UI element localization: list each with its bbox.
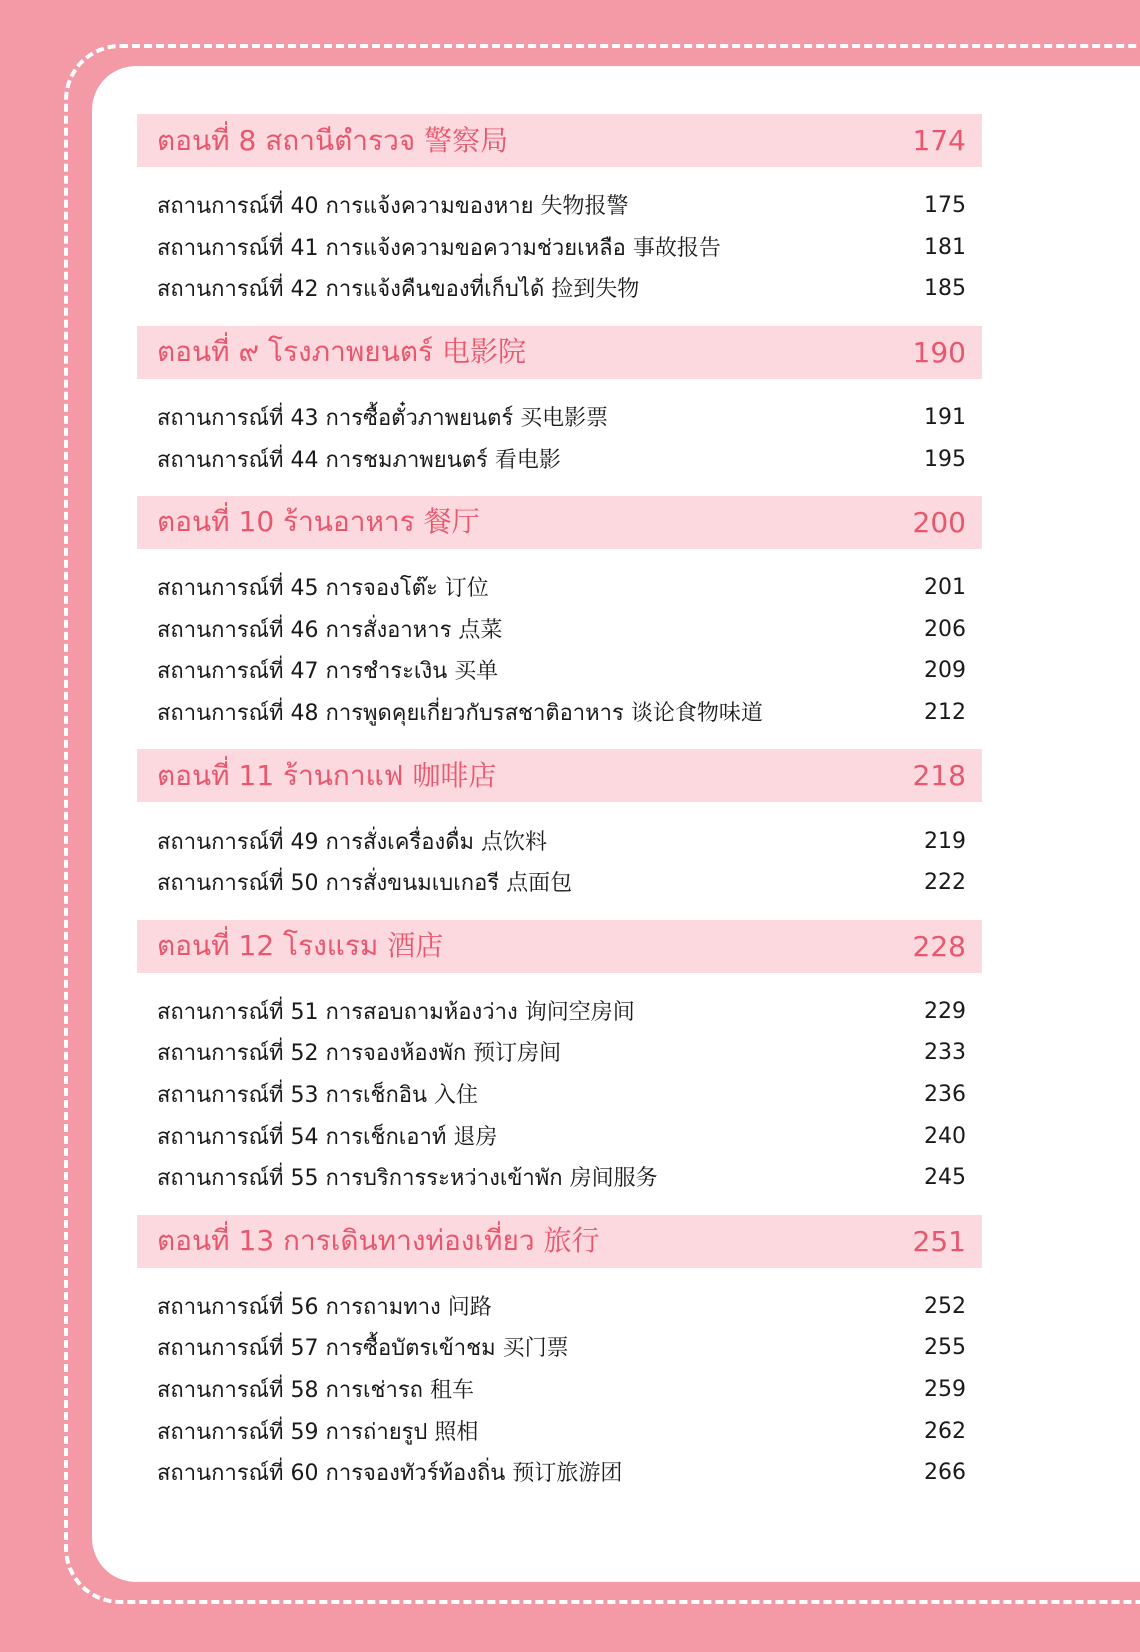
toc-entry[interactable] <box>157 227 966 269</box>
entry-title: สถานการณ์ที่ 46 การสั่งอาหาร 点菜 <box>157 617 503 643</box>
chapter-page-number: 251 <box>912 1224 966 1258</box>
entry-title: สถานการณ์ที่ 48 การพูดคุยเกี่ยวกับรสชาติอาหาร 谈论食物味道 <box>157 701 763 727</box>
entry-page-number: 259 <box>924 1376 966 1402</box>
chapter-title: ตอนที่ 8 สถานีตำรวจ 警察局 <box>157 123 509 157</box>
entry-title: สถานการณ์ที่ 49 การสั่งเครื่องดื่ม 点饮料 <box>157 829 547 855</box>
entry-page-number: 229 <box>924 998 966 1024</box>
entry-page-number: 195 <box>924 446 966 472</box>
chapter-title: ตอนที่ ๙ โรงภาพยนตร์ 电影院 <box>157 335 526 369</box>
chapter-header[interactable] <box>137 496 982 549</box>
chapter-header[interactable] <box>137 749 982 802</box>
entry-page-number: 252 <box>924 1293 966 1319</box>
entry-page-number: 181 <box>924 234 966 260</box>
toc-section <box>137 920 982 1199</box>
entry-page-number: 222 <box>924 870 966 896</box>
toc-entry[interactable] <box>157 692 966 734</box>
entry-title: สถานการณ์ที่ 60 การจองทัวร์ท้องถิ่น 预订旅游团 <box>157 1461 623 1487</box>
entry-page-number: 191 <box>924 405 966 431</box>
toc-section <box>137 114 982 310</box>
entry-title: สถานการณ์ที่ 54 การเช็กเอาท์ 退房 <box>157 1124 498 1150</box>
toc-entry[interactable] <box>157 1157 966 1199</box>
toc-entry[interactable] <box>157 609 966 651</box>
toc-entry[interactable] <box>157 567 966 609</box>
chapter-page-number: 218 <box>912 759 966 793</box>
toc-entry[interactable] <box>157 397 966 439</box>
chapter-items <box>137 549 982 733</box>
chapter-header[interactable] <box>137 114 982 167</box>
entry-title: สถานการณ์ที่ 55 การบริการระหว่างเข้าพัก 房间服务 <box>157 1166 658 1192</box>
chapter-header[interactable] <box>137 326 982 379</box>
entry-page-number: 262 <box>924 1418 966 1444</box>
entry-title: สถานการณ์ที่ 59 การถ่ายรูป 照相 <box>157 1419 479 1445</box>
entry-title: สถานการณ์ที่ 53 การเช็กอิน 入住 <box>157 1083 479 1109</box>
toc-entry[interactable] <box>157 862 966 904</box>
chapter-header[interactable] <box>137 1215 982 1268</box>
chapter-header[interactable] <box>137 920 982 973</box>
toc-entry[interactable] <box>157 438 966 480</box>
chapter-title: ตอนที่ 11 ร้านกาแฟ 咖啡店 <box>157 758 497 792</box>
chapter-page-number: 228 <box>912 929 966 963</box>
entry-page-number: 266 <box>924 1460 966 1486</box>
table-of-contents <box>137 114 982 1509</box>
entry-title: สถานการณ์ที่ 43 การซื้อตั๋วภาพยนตร์ 买电影票 <box>157 406 609 432</box>
entry-title: สถานการณ์ที่ 44 การชมภาพยนตร์ 看电影 <box>157 447 561 473</box>
chapter-items <box>137 379 982 480</box>
chapter-items <box>137 167 982 310</box>
chapter-items <box>137 973 982 1199</box>
entry-page-number: 212 <box>924 700 966 726</box>
toc-section <box>137 326 982 480</box>
entry-title: สถานการณ์ที่ 58 การเช่ารถ 租车 <box>157 1377 474 1403</box>
entry-title: สถานการณ์ที่ 41 การแจ้งความขอความช่วยเหลือ 事故报告 <box>157 235 721 261</box>
toc-entry[interactable] <box>157 1032 966 1074</box>
toc-section <box>137 1215 982 1494</box>
toc-entry[interactable] <box>157 1115 966 1157</box>
toc-section <box>137 749 982 903</box>
entry-page-number: 175 <box>924 193 966 219</box>
toc-entry[interactable] <box>157 1286 966 1328</box>
chapter-title: ตอนที่ 13 การเดินทางท่องเที่ยว 旅行 <box>157 1224 600 1257</box>
toc-entry[interactable] <box>157 1369 966 1411</box>
entry-page-number: 233 <box>924 1040 966 1066</box>
entry-title: สถานการณ์ที่ 51 การสอบถามห้องว่าง 询问空房间 <box>157 999 635 1025</box>
chapter-items <box>137 802 982 903</box>
entry-title: สถานการณ์ที่ 47 การชำระเงิน 买单 <box>157 659 499 685</box>
entry-title: สถานการณ์ที่ 56 การถามทาง 问路 <box>157 1294 492 1320</box>
entry-title: สถานการณ์ที่ 40 การแจ้งความของหาย 失物报警 <box>157 194 629 220</box>
entry-title: สถานการณ์ที่ 45 การจองโต๊ะ 订位 <box>157 576 489 602</box>
entry-page-number: 209 <box>924 658 966 684</box>
entry-page-number: 185 <box>924 276 966 302</box>
chapter-items <box>137 1268 982 1494</box>
toc-entry[interactable] <box>157 1410 966 1452</box>
toc-entry[interactable] <box>157 650 966 692</box>
entry-title: สถานการณ์ที่ 50 การสั่งขนมเบเกอรี 点面包 <box>157 871 573 897</box>
entry-page-number: 206 <box>924 616 966 642</box>
toc-entry[interactable] <box>157 1074 966 1116</box>
toc-entry[interactable] <box>157 185 966 227</box>
entry-page-number: 240 <box>924 1123 966 1149</box>
entry-title: สถานการณ์ที่ 52 การจองห้องพัก 预订房间 <box>157 1041 562 1067</box>
chapter-page-number: 190 <box>912 335 966 369</box>
chapter-page-number: 174 <box>912 124 966 157</box>
chapter-page-number: 200 <box>912 505 966 539</box>
toc-entry[interactable] <box>157 1452 966 1494</box>
entry-page-number: 236 <box>924 1082 966 1108</box>
toc-section <box>137 496 982 733</box>
entry-page-number: 201 <box>924 575 966 601</box>
toc-entry[interactable] <box>157 268 966 310</box>
entry-page-number: 245 <box>924 1165 966 1191</box>
entry-page-number: 255 <box>924 1335 966 1361</box>
chapter-title: ตอนที่ 10 ร้านอาหาร 餐厅 <box>157 505 480 539</box>
toc-entry[interactable] <box>157 1327 966 1369</box>
entry-page-number: 219 <box>924 828 966 854</box>
toc-entry[interactable] <box>157 991 966 1033</box>
chapter-title: ตอนที่ 12 โรงแรม 酒店 <box>157 929 444 963</box>
toc-entry[interactable] <box>157 820 966 862</box>
entry-title: สถานการณ์ที่ 42 การแจ้งคืนของที่เก็บได้ 捡到失物 <box>157 277 640 303</box>
entry-title: สถานการณ์ที่ 57 การซื้อบัตรเข้าชม 买门票 <box>157 1336 569 1362</box>
